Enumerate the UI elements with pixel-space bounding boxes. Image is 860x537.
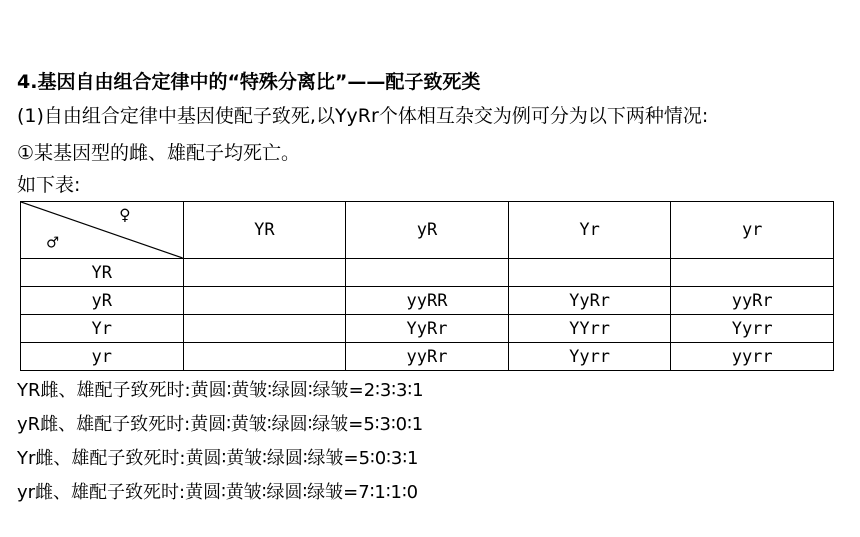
table-intro: 如下表: (17, 174, 81, 196)
column-header: yr (671, 202, 834, 259)
intro-text: (1)自由组合定律中基因使配子致死,以YyRr个体相互杂交为例可分为以下两种情况: (17, 105, 709, 127)
column-header: Yr (508, 202, 671, 259)
table-row (21, 315, 834, 343)
section-title: 4.基因自由组合定律中的“特殊分离比”——配子致死类 (17, 71, 481, 93)
table-row (21, 287, 834, 315)
table-header-row (21, 202, 834, 259)
table-cell (183, 315, 346, 343)
column-header: yR (346, 202, 509, 259)
table-cell (183, 259, 346, 287)
table-cell: Yyrr (508, 343, 671, 371)
table-cell: Yyrr (671, 315, 834, 343)
result-line: YR雌、雄配子致死时:黄圆∶黄皱∶绿圆∶绿皱=2∶3∶3∶1 (17, 380, 424, 401)
female-symbol: ♀ (119, 204, 131, 226)
table-cell (183, 343, 346, 371)
case-text: ①某基因型的雌、雄配子均死亡。 (17, 142, 301, 164)
male-symbol: ♂ (47, 232, 59, 254)
table-cell (183, 287, 346, 315)
table-row (21, 343, 834, 371)
row-header: yr (21, 343, 184, 371)
table-cell: yyrr (671, 343, 834, 371)
table-cell (346, 259, 509, 287)
row-header: Yr (21, 315, 184, 343)
table-cell: yyRR (346, 287, 509, 315)
table-cell: YyRr (508, 287, 671, 315)
column-header: YR (183, 202, 346, 259)
table-row (21, 259, 834, 287)
table-cell: yyRr (671, 287, 834, 315)
table-cell: YyRr (346, 315, 509, 343)
punnett-table (20, 201, 834, 369)
result-line: yr雌、雄配子致死时:黄圆∶黄皱∶绿圆∶绿皱=7∶1∶1∶0 (17, 482, 419, 503)
row-header: yR (21, 287, 184, 315)
row-header: YR (21, 259, 184, 287)
table-cell (508, 259, 671, 287)
diagonal-line (21, 202, 183, 258)
corner-cell (21, 202, 184, 259)
table-cell: yyRr (346, 343, 509, 371)
result-line: yR雌、雄配子致死时:黄圆∶黄皱∶绿圆∶绿皱=5∶3∶0∶1 (17, 414, 424, 435)
table-cell: YYrr (508, 315, 671, 343)
result-line: Yr雌、雄配子致死时:黄圆∶黄皱∶绿圆∶绿皱=5∶0∶3∶1 (17, 448, 419, 469)
table-cell (671, 259, 834, 287)
